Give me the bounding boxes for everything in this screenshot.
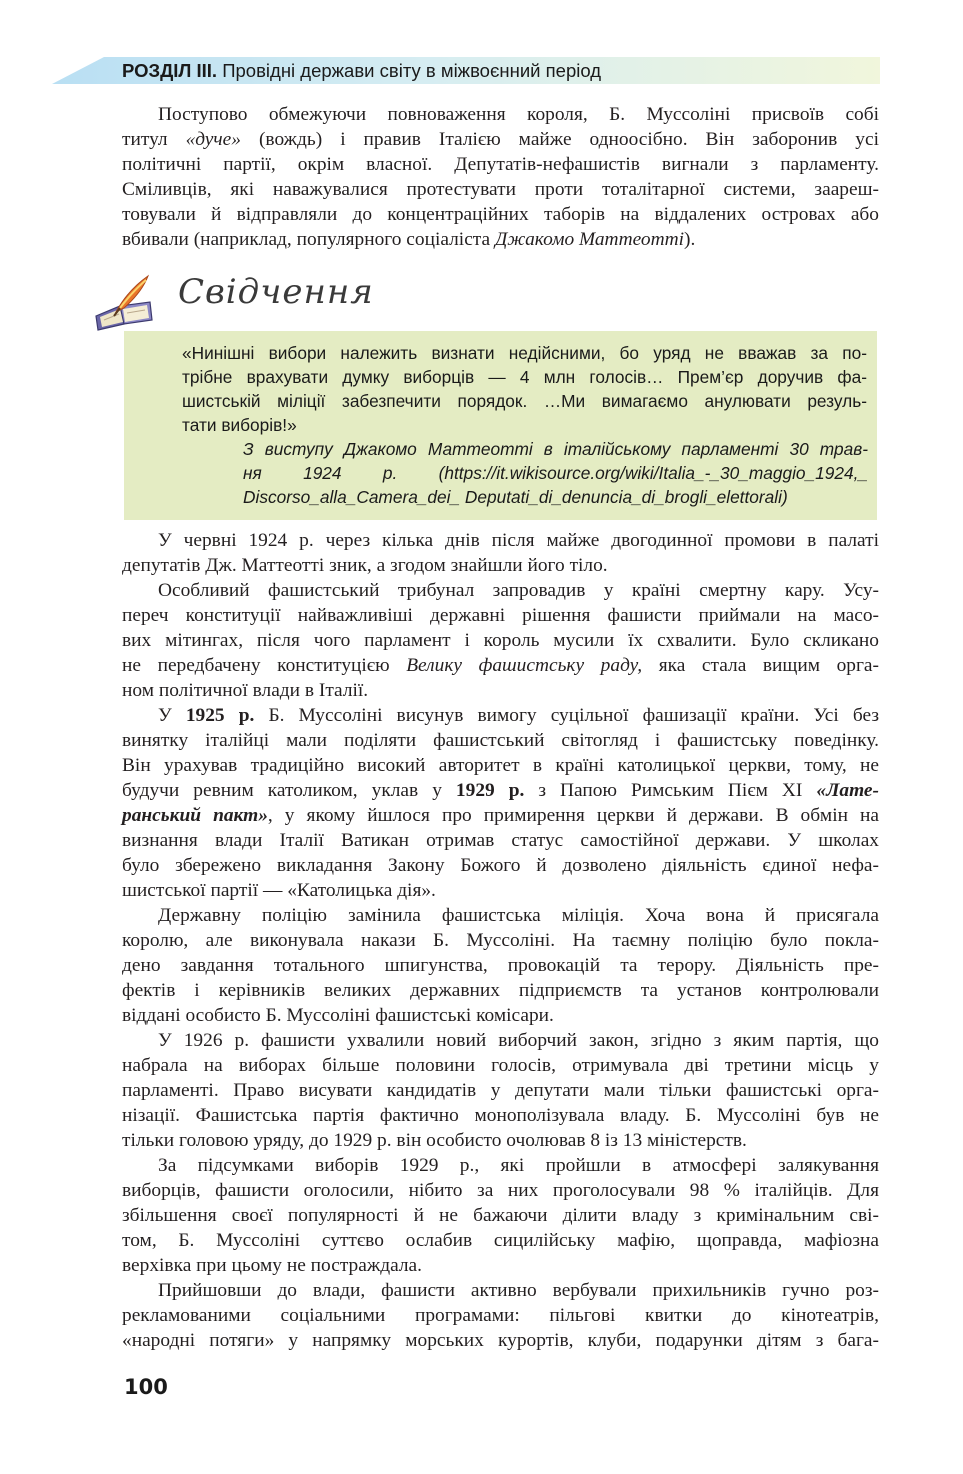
text-line: вбивали (наприклад, популярного соціаліста Джакомо Маттеотті). xyxy=(122,229,696,250)
text-line: товували й відправляли до концентраційних таборів на віддалених островах або xyxy=(122,204,879,225)
section-header xyxy=(122,60,601,82)
term-duce: «дуче» xyxy=(185,129,241,150)
quote-line: тати виборів!» xyxy=(182,415,297,435)
intro-paragraph xyxy=(122,102,879,252)
evidence-quote xyxy=(182,341,867,437)
text-line: Він урахував традиційно високий авторитет в країні католицької церкви, тому, не xyxy=(122,755,879,776)
paragraph-5 xyxy=(122,1028,879,1153)
page-number: 100 xyxy=(124,1375,168,1399)
section-label: РОЗДІЛ ІІІ. xyxy=(122,60,218,81)
section-title: Провідні держави світу в міжвоєнний період xyxy=(222,60,602,81)
evidence-source xyxy=(243,437,868,509)
text-line: дено завдання тотального шпигунства, провокацій та терору. Діяльність пре- xyxy=(122,955,879,976)
quote-line: шистській міліції забезпечити порядок. …Ми вимагаємо анулювати резуль- xyxy=(182,391,867,411)
year-1925: 1925 р. xyxy=(185,705,255,726)
paragraph-1 xyxy=(122,528,879,578)
paragraph-2 xyxy=(122,578,879,703)
text-line: збільшення своєї популярності й не бажаючи ділити владу з кримінальним сві- xyxy=(122,1205,879,1226)
term-grand-council: Велику фашистську раду, xyxy=(406,655,643,676)
text-line: не передбачену конституцією Велику фашистську раду, яка стала вищим орга- xyxy=(122,655,879,676)
term-lateran-pact-end: ранський пакт» xyxy=(122,805,268,826)
text-line: визнання влади Італії Ватикан отримав статус самостійної держави. У школах xyxy=(122,830,879,851)
paragraph-3 xyxy=(122,703,879,903)
text-line: набрала на виборах більше половини голосів, отримувала дві третини місць у xyxy=(122,1055,879,1076)
paragraph-6 xyxy=(122,1153,879,1278)
text-line: тільки головою уряду, до 1929 р. він особисто очолював 8 із 13 міністерств. xyxy=(122,1130,747,1151)
text-line: ном політичної влади в Італії. xyxy=(122,680,369,701)
text-line: У 1926 р. фашисти ухвалили новий виборчий закон, згідно з яким партія, що xyxy=(158,1030,879,1051)
text-line: Державну поліцію замінила фашистська міліція. Хоча вона й присягала xyxy=(158,905,879,926)
text-line: Поступово обмежуючи повноваження короля, Б. Муссоліні присвоїв собі xyxy=(158,104,879,125)
text-line: Прийшовши до влади, фашисти активно вербували прихильників гучно роз- xyxy=(158,1280,879,1301)
text-line: «народні потяги» у напрямку морських курортів, клуби, подарунки дітям з бага- xyxy=(122,1330,879,1351)
source-line: Discorso_alla_Camera_dei_ Deputati_di_denuncia_di_brogli_elettorali) xyxy=(243,487,788,507)
text-line: За підсумками виборів 1929 р., які пройшли в атмосфері залякування xyxy=(158,1155,879,1176)
text-line: ранський пакт», у якому йшлося про примирення церкви й держави. В обмін на xyxy=(122,805,879,826)
text-line: політичні партії, окрім власної. Депутатів-нефашистів вигнали з парламенту. xyxy=(122,154,879,175)
text-line: віддані особисто Б. Муссоліні фашистські комісари. xyxy=(122,1005,554,1026)
text-line: У 1925 р. Б. Муссоліні висунув вимогу суцільної фашизації країни. Усі без xyxy=(158,705,879,726)
year-1929: 1929 р. xyxy=(455,780,525,801)
source-line: ня 1924 р. (https://it.wikisource.org/wiki/Italia_-_30_maggio_1924,_ xyxy=(243,463,868,483)
text-line: королю, але виконувала накази Б. Муссоліні. На таємну поліцію було покла- xyxy=(122,930,879,951)
text-line: Особливий фашистський трибунал запровадив у країні смертну кару. Усу- xyxy=(158,580,879,601)
text-line: титул «дуче» (вождь) і правив Італією майже одноосібно. Він заборонив усі xyxy=(122,129,879,150)
text-line: будучи ревним католиком, уклав у 1929 р. з Папою Римським Пієм XI «Лате- xyxy=(122,780,879,801)
text-line: нізації. Фашистська партія фактично монополізувала владу. Б. Муссоліні був не xyxy=(122,1105,879,1126)
text-line: парламенті. Право висувати кандидатів у депутати мали тільки фашистські орга- xyxy=(122,1080,879,1101)
text-line: переч конституції найважливіші державні рішення фашисти приймали на масо- xyxy=(122,605,879,626)
text-line: верхівка при цьому не постраждала. xyxy=(122,1255,422,1276)
quote-line: «Нинішні вибори належить визнати недійсними, бо уряд не вважав за по- xyxy=(182,343,867,363)
paragraph-4 xyxy=(122,903,879,1028)
text-line: депутатів Дж. Маттеотті зник, а згодом знайшли його тіло. xyxy=(122,555,608,576)
evidence-title: Свідчення xyxy=(178,272,374,312)
text-line: вих мітингах, після чого парламент і король мусили їх схвалити. Було скликано xyxy=(122,630,879,651)
text-line: том, Б. Муссоліні суттєво ослабив сицилійську мафію, щоправда, мафіозна xyxy=(122,1230,879,1251)
person-name: Джакомо Маттеотті xyxy=(494,229,685,250)
term-lateran-pact: «Лате- xyxy=(816,780,879,801)
text-line: У червні 1924 р. через кілька днів після майже двогодинної промови в палаті xyxy=(158,530,879,551)
source-line: З виступу Джакомо Маттеотті в італійському парламенті 30 трав- xyxy=(243,439,868,459)
text-line: фектів і керівників великих державних підприємств та установ контролювали xyxy=(122,980,879,1001)
quote-line: трібне врахувати думку виборців — 4 млн голосів… Прем’єр доручив фа- xyxy=(182,367,867,387)
text-line: Сміливців, які наважувалися протестувати проти тоталітарної системи, заареш- xyxy=(122,179,879,200)
text-line: шистської партії — «Католицька дія». xyxy=(122,880,436,901)
text-line: виборців, фашисти оголосили, нібито за них проголосували 98 % італійців. Для xyxy=(122,1180,879,1201)
paragraph-7 xyxy=(122,1278,879,1353)
text-line: було збережено викладання Закону Божого й дозволено діяльність єдиної нефа- xyxy=(122,855,879,876)
book-quill-icon xyxy=(90,272,160,332)
text-line: рекламованими соціальними програмами: пільгові квитки до кінотеатрів, xyxy=(122,1305,879,1326)
text-line: винятку італійці мали поділяти фашистський світогляд і фашистську поведінку. xyxy=(122,730,879,751)
